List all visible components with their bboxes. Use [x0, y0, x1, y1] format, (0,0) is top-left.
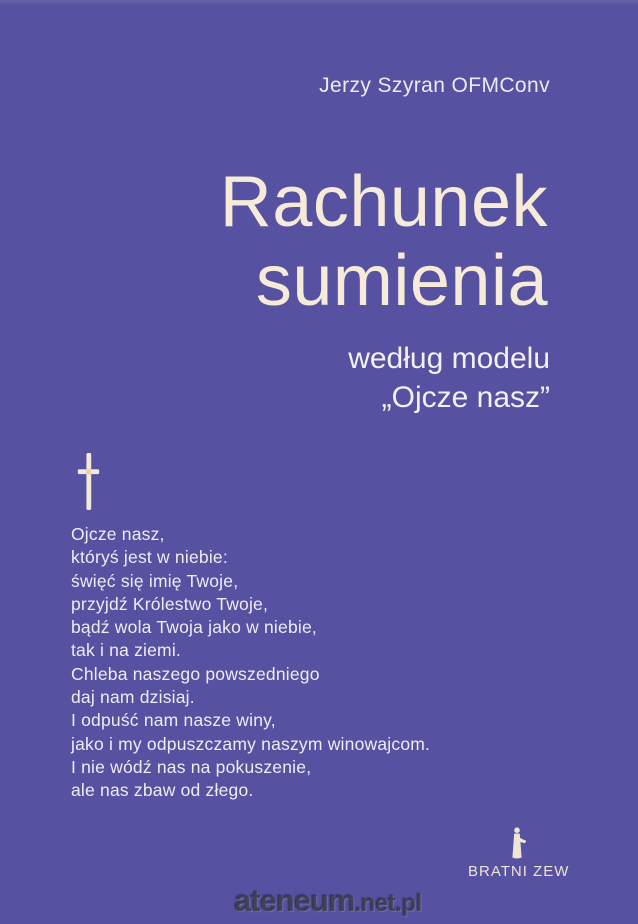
prayer-line: tak i na ziemi. [71, 640, 181, 661]
watermark [234, 883, 422, 919]
cross-icon [77, 453, 100, 510]
prayer-line: święć się imię Twoje, [71, 570, 239, 591]
friar-icon [468, 827, 568, 860]
watermark-suffix: .net.pl [354, 890, 422, 917]
prayer-text [71, 523, 430, 803]
publisher-logo [468, 827, 568, 880]
prayer-line: ale nas zbaw od złego. [71, 780, 254, 801]
title-line-2: sumienia [255, 241, 548, 321]
prayer-line: Ojcze nasz, [71, 524, 165, 544]
book-title [220, 163, 548, 321]
subtitle-line-1: według modelu [348, 342, 550, 375]
prayer-line: daj nam dzisiaj. [71, 687, 195, 708]
publisher-name: BRATNI ZEW [468, 863, 570, 880]
book-subtitle [348, 339, 550, 417]
prayer-line: któryś jest w niebie: [71, 547, 228, 568]
prayer-line: I nie wódź nas na pokuszenie, [71, 756, 312, 777]
prayer-line: jako i my odpuszczamy naszym winowajcom. [71, 733, 431, 754]
cover-top-edge-highlight [0, 0, 638, 6]
subtitle-line-2: „Ojcze nasz” [381, 381, 550, 414]
prayer-line: Chleba naszego powszedniego [71, 663, 320, 684]
prayer-line: bądź wola Twoja jako w niebie, [71, 617, 317, 638]
prayer-line: I odpuść nam nasze winy, [71, 710, 276, 731]
title-line-1: Rachunek [219, 162, 548, 242]
author-name: Jerzy Szyran OFMConv [319, 74, 550, 97]
watermark-main: ateneum [234, 883, 355, 918]
prayer-line: przyjdź Królestwo Twoje, [71, 593, 269, 614]
